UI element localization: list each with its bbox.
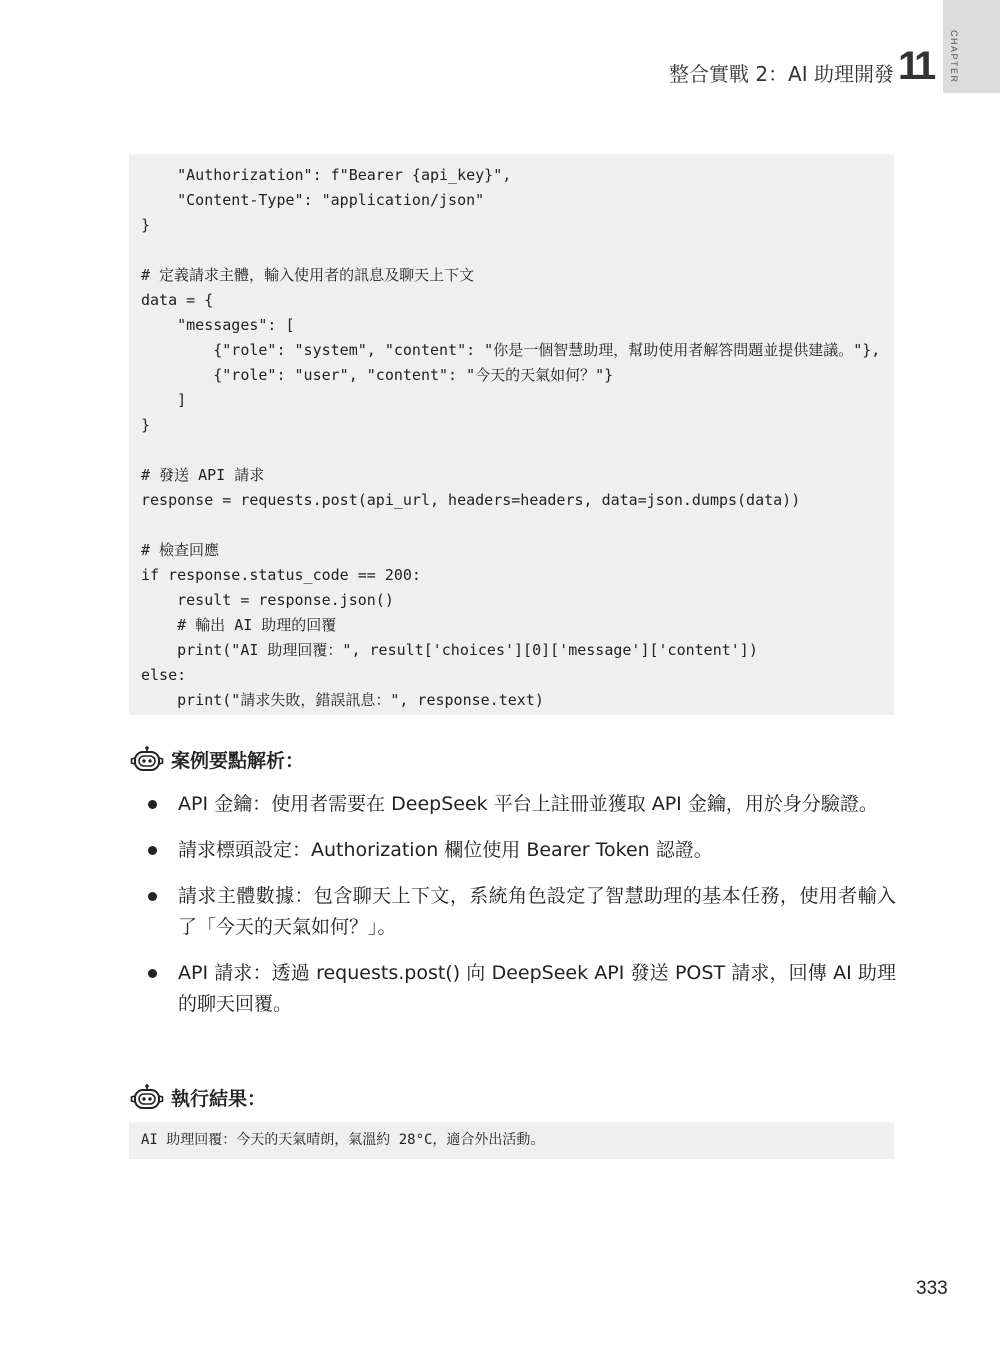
- analysis-list: [146, 789, 896, 1035]
- code-line: }: [141, 216, 151, 234]
- bullet-icon: [148, 800, 157, 809]
- code-line: # 檢查回應: [141, 541, 220, 559]
- code-line: # 發送 API 請求: [141, 466, 265, 484]
- list-item-text: 請求標頭設定：Authorization 欄位使用 Bearer Token 認證。: [178, 839, 713, 861]
- result-output: AI 助理回覆：今天的天氣晴朗，氣溫約 28°C，適合外出活動。: [129, 1122, 894, 1159]
- page-number: 333: [916, 1278, 948, 1299]
- chapter-number: 11: [898, 44, 933, 88]
- bullet-icon: [148, 969, 157, 978]
- code-line: "Content-Type": "application/json": [141, 191, 485, 209]
- code-line: {"role": "system", "content": "你是一個智慧助理，幫助使用者解答問題並提供建議。"},: [141, 341, 881, 359]
- analysis-heading-text: 案例要點解析：: [171, 749, 305, 772]
- code-line: "Authorization": f"Bearer {api_key}",: [141, 166, 512, 184]
- code-line: response = requests.post(api_url, headers=headers, data=json.dumps(data)): [141, 491, 801, 509]
- code-line: [141, 238, 894, 263]
- list-item: [146, 958, 896, 1020]
- result-heading: [129, 1082, 266, 1112]
- running-title: 整合實戰 2：AI 助理開發: [668, 62, 894, 86]
- code-line: "messages": [: [141, 316, 295, 334]
- chapter-label: CHAPTER: [949, 30, 959, 84]
- bullet-icon: [148, 846, 157, 855]
- code-line: [141, 513, 894, 538]
- code-line: # 輸出 AI 助理的回覆: [141, 616, 337, 634]
- code-line: print("AI 助理回覆：", result['choices'][0]['message']['content']): [141, 641, 758, 659]
- code-line: }: [141, 416, 151, 434]
- list-item-text: 請求主體數據：包含聊天上下文，系統角色設定了智慧助理的基本任務，使用者輸入了「今天的天氣如何？」。: [178, 885, 896, 938]
- list-item: [146, 835, 896, 866]
- code-line: # 定義請求主體，輸入使用者的訊息及聊天上下文: [141, 266, 475, 284]
- code-line: [141, 438, 894, 463]
- robot-icon: [129, 745, 165, 773]
- analysis-heading: [129, 744, 304, 774]
- code-line: else:: [141, 666, 187, 684]
- code-line: result = response.json(): [141, 591, 394, 609]
- code-line: data = {: [141, 291, 214, 309]
- list-item-text: API 金鑰：使用者需要在 DeepSeek 平台上註冊並獲取 API 金鑰，用於身分驗證。: [178, 793, 878, 815]
- robot-icon: [129, 1083, 165, 1111]
- list-item: [146, 789, 896, 820]
- result-heading-text: 執行結果：: [171, 1087, 267, 1110]
- list-item: [146, 881, 896, 943]
- bullet-icon: [148, 892, 157, 901]
- code-line: {"role": "user", "content": "今天的天氣如何？"}: [141, 366, 614, 384]
- list-item-text: API 請求：透過 requests.post() 向 DeepSeek API 發送 POST 請求，回傳 AI 助理的聊天回覆。: [178, 962, 896, 1015]
- code-line: if response.status_code == 200:: [141, 566, 421, 584]
- code-line: ]: [141, 391, 187, 409]
- code-block: [129, 154, 894, 715]
- code-line: print("請求失敗，錯誤訊息：", response.text): [141, 691, 544, 709]
